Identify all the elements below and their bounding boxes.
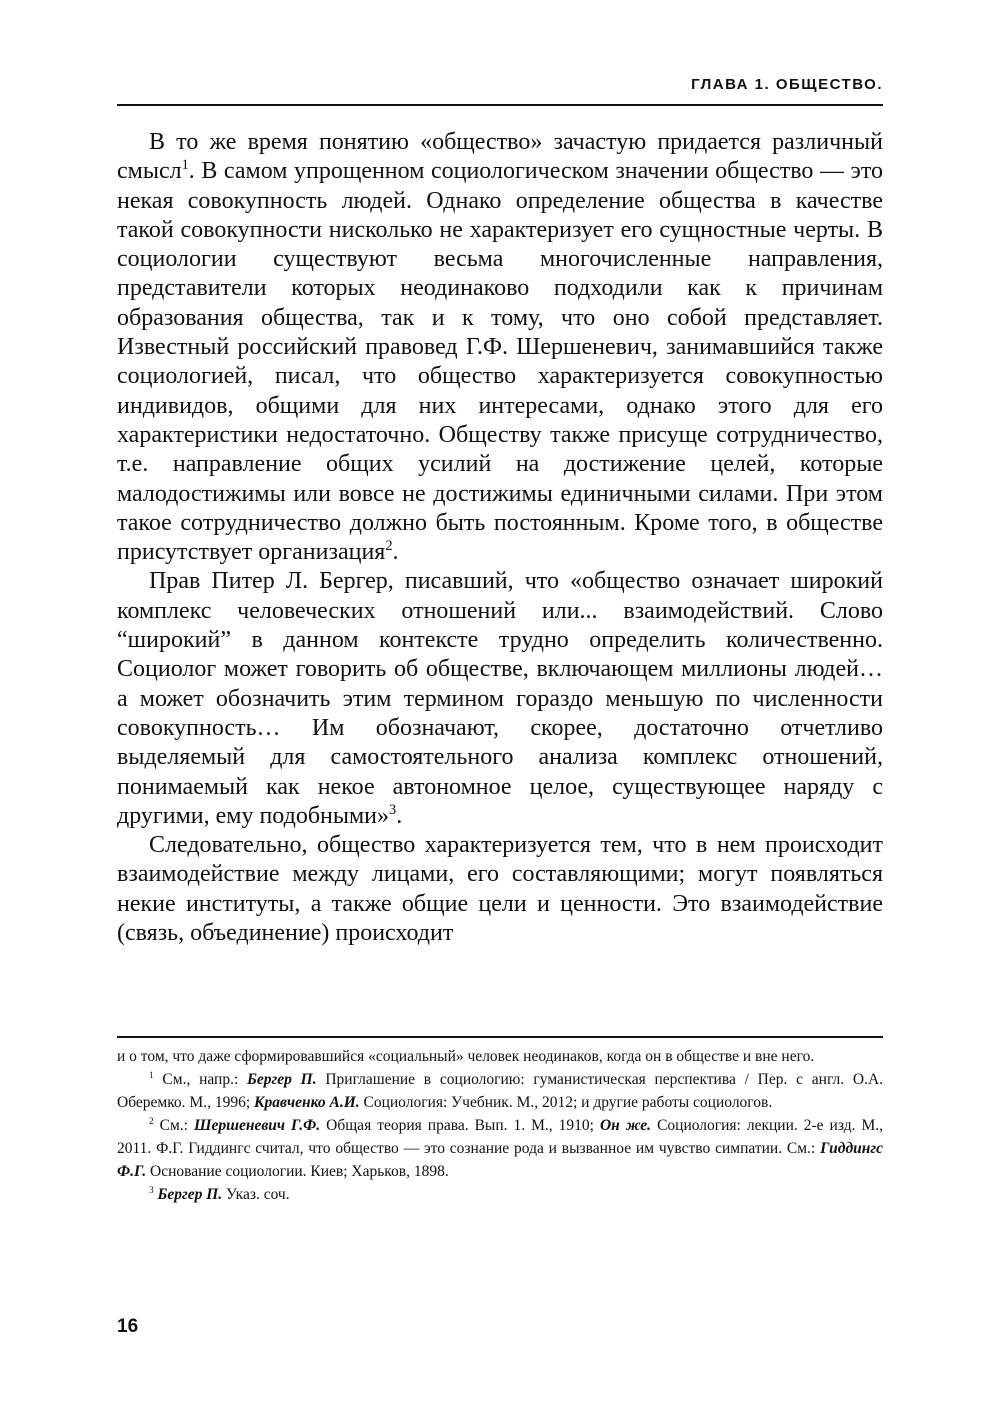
footnote-1-author-2: Кравченко А.И.: [254, 1094, 360, 1111]
footnote-ref-2[interactable]: 2: [385, 538, 393, 555]
paragraph-1: [117, 128, 883, 567]
footnote-3-author: Бергер П.: [157, 1186, 223, 1203]
footnote-1-text-a: См., напр.:: [153, 1071, 248, 1088]
footnote-ref-1[interactable]: 1: [181, 157, 189, 174]
footnote-2-author-2: Он же.: [599, 1117, 652, 1134]
footnote-2-author-1: Шершеневич Г.Ф.: [194, 1117, 321, 1134]
footnote-1-text-b: Приглашение в социологию: гуманистическая перспектива / Пер. с англ. О.А. Оберемко. М., 1996;: [117, 1071, 884, 1111]
footnote-3: [117, 1183, 883, 1206]
footnote-ref-3[interactable]: 3: [389, 801, 397, 818]
header-rule: [117, 104, 883, 106]
footnote-2: [117, 1114, 883, 1183]
footnote-2-author-3: Гиддингс Ф.Г.: [117, 1140, 883, 1180]
page-number: 16: [117, 1316, 139, 1337]
footnote-continuation: и о том, что даже сформировавшийся «социальный» человек неодинаков, когда он в обществе и вне него.: [117, 1048, 815, 1065]
paragraph-3: Следовательно, общество характеризуется тем, что в нем происходит взаимодействие между лицами, его составляющими; могут появляться некие институты, а также общие цели и ценности. Это взаимодействие (связь, объединение) происходит: [117, 832, 883, 947]
footnotes: [117, 1045, 883, 1206]
footnote-1: [117, 1068, 883, 1114]
paragraph-2: [117, 567, 883, 831]
paragraph-2-text: Прав Питер Л. Бергер, писавший, что «общество означает широкий комплекс человеческих отношений или... взаимодействий. Слово “широкий” в данном контексте трудно определить количественно. Социолог может говорить об обществе, включающем миллионы людей… а может обозначить этим термином гораздо меньшую по численности совокупность… Им обозначают, скорее, достаточно отчетливо выделяемый для самостоятельного анализа комплекс отношений, понимаемый как некое автономное целое, существующее наряду с другими, ему подобными»: [117, 568, 883, 829]
footnote-2-text-c: Социология: лекции. 2-е изд. М., 2011. Ф.Г. Гиддингс считал, что общество — это сознание рода и вызванное им чувство симпатии. См.:: [117, 1117, 883, 1157]
footnote-1-text-c: Социология: Учебник. М., 2012; и другие работы социологов.: [359, 1094, 773, 1111]
footnote-2-text-d: Основание социологии. Киев; Харьков, 1898.: [146, 1163, 449, 1180]
footnote-rule: [117, 1036, 883, 1038]
footnote-1-mark: 1: [149, 1070, 154, 1081]
paragraph-2-end: .: [396, 802, 403, 829]
paragraph-1-text-b: . В самом упрощенном социологическом значении общество — это некая совокупность людей. Однако определение общества в качестве такой совокупности нисколько не характеризует его сущностные черты. В социологии существуют весьма многочисленные направления, представители которых неодинаково подходили как к причинам образования общества, так и к тому, что оно собой представляет. Известный российский правовед Г.Ф. Шершеневич, занимавшийся также социологией, писал, что общество характеризуется совокупностью индивидов, общими для них интересами, однако этого для его характеристики недостаточно. Обществу также присуще сотрудничество, т.е. направление общих усилий на достижение целей, которые малодостижимы или вовсе не достижимы единичными силами. При этом такое сотрудничество должно быть постоянным. Кроме того, в обществе присутствует организация: [117, 158, 883, 566]
paragraph-1-text-a: В то же время понятию «общество» зачастую придается различный смысл: [117, 129, 883, 185]
running-header: ГЛАВА 1. ОБЩЕСТВО.: [691, 76, 883, 93]
footnote-2-mark: 2: [149, 1116, 154, 1127]
footnote-3-mark: 3: [149, 1185, 154, 1196]
main-text: [117, 128, 883, 948]
footnote-2-text-b: Общая теория права. Вып. 1. М., 1910;: [320, 1117, 600, 1134]
paragraph-1-end: .: [392, 539, 399, 566]
footnote-2-text-a: См.:: [153, 1117, 194, 1134]
footnote-3-text: Указ. соч.: [222, 1186, 290, 1203]
footnote-1-author-1: Бергер П.: [247, 1071, 317, 1088]
